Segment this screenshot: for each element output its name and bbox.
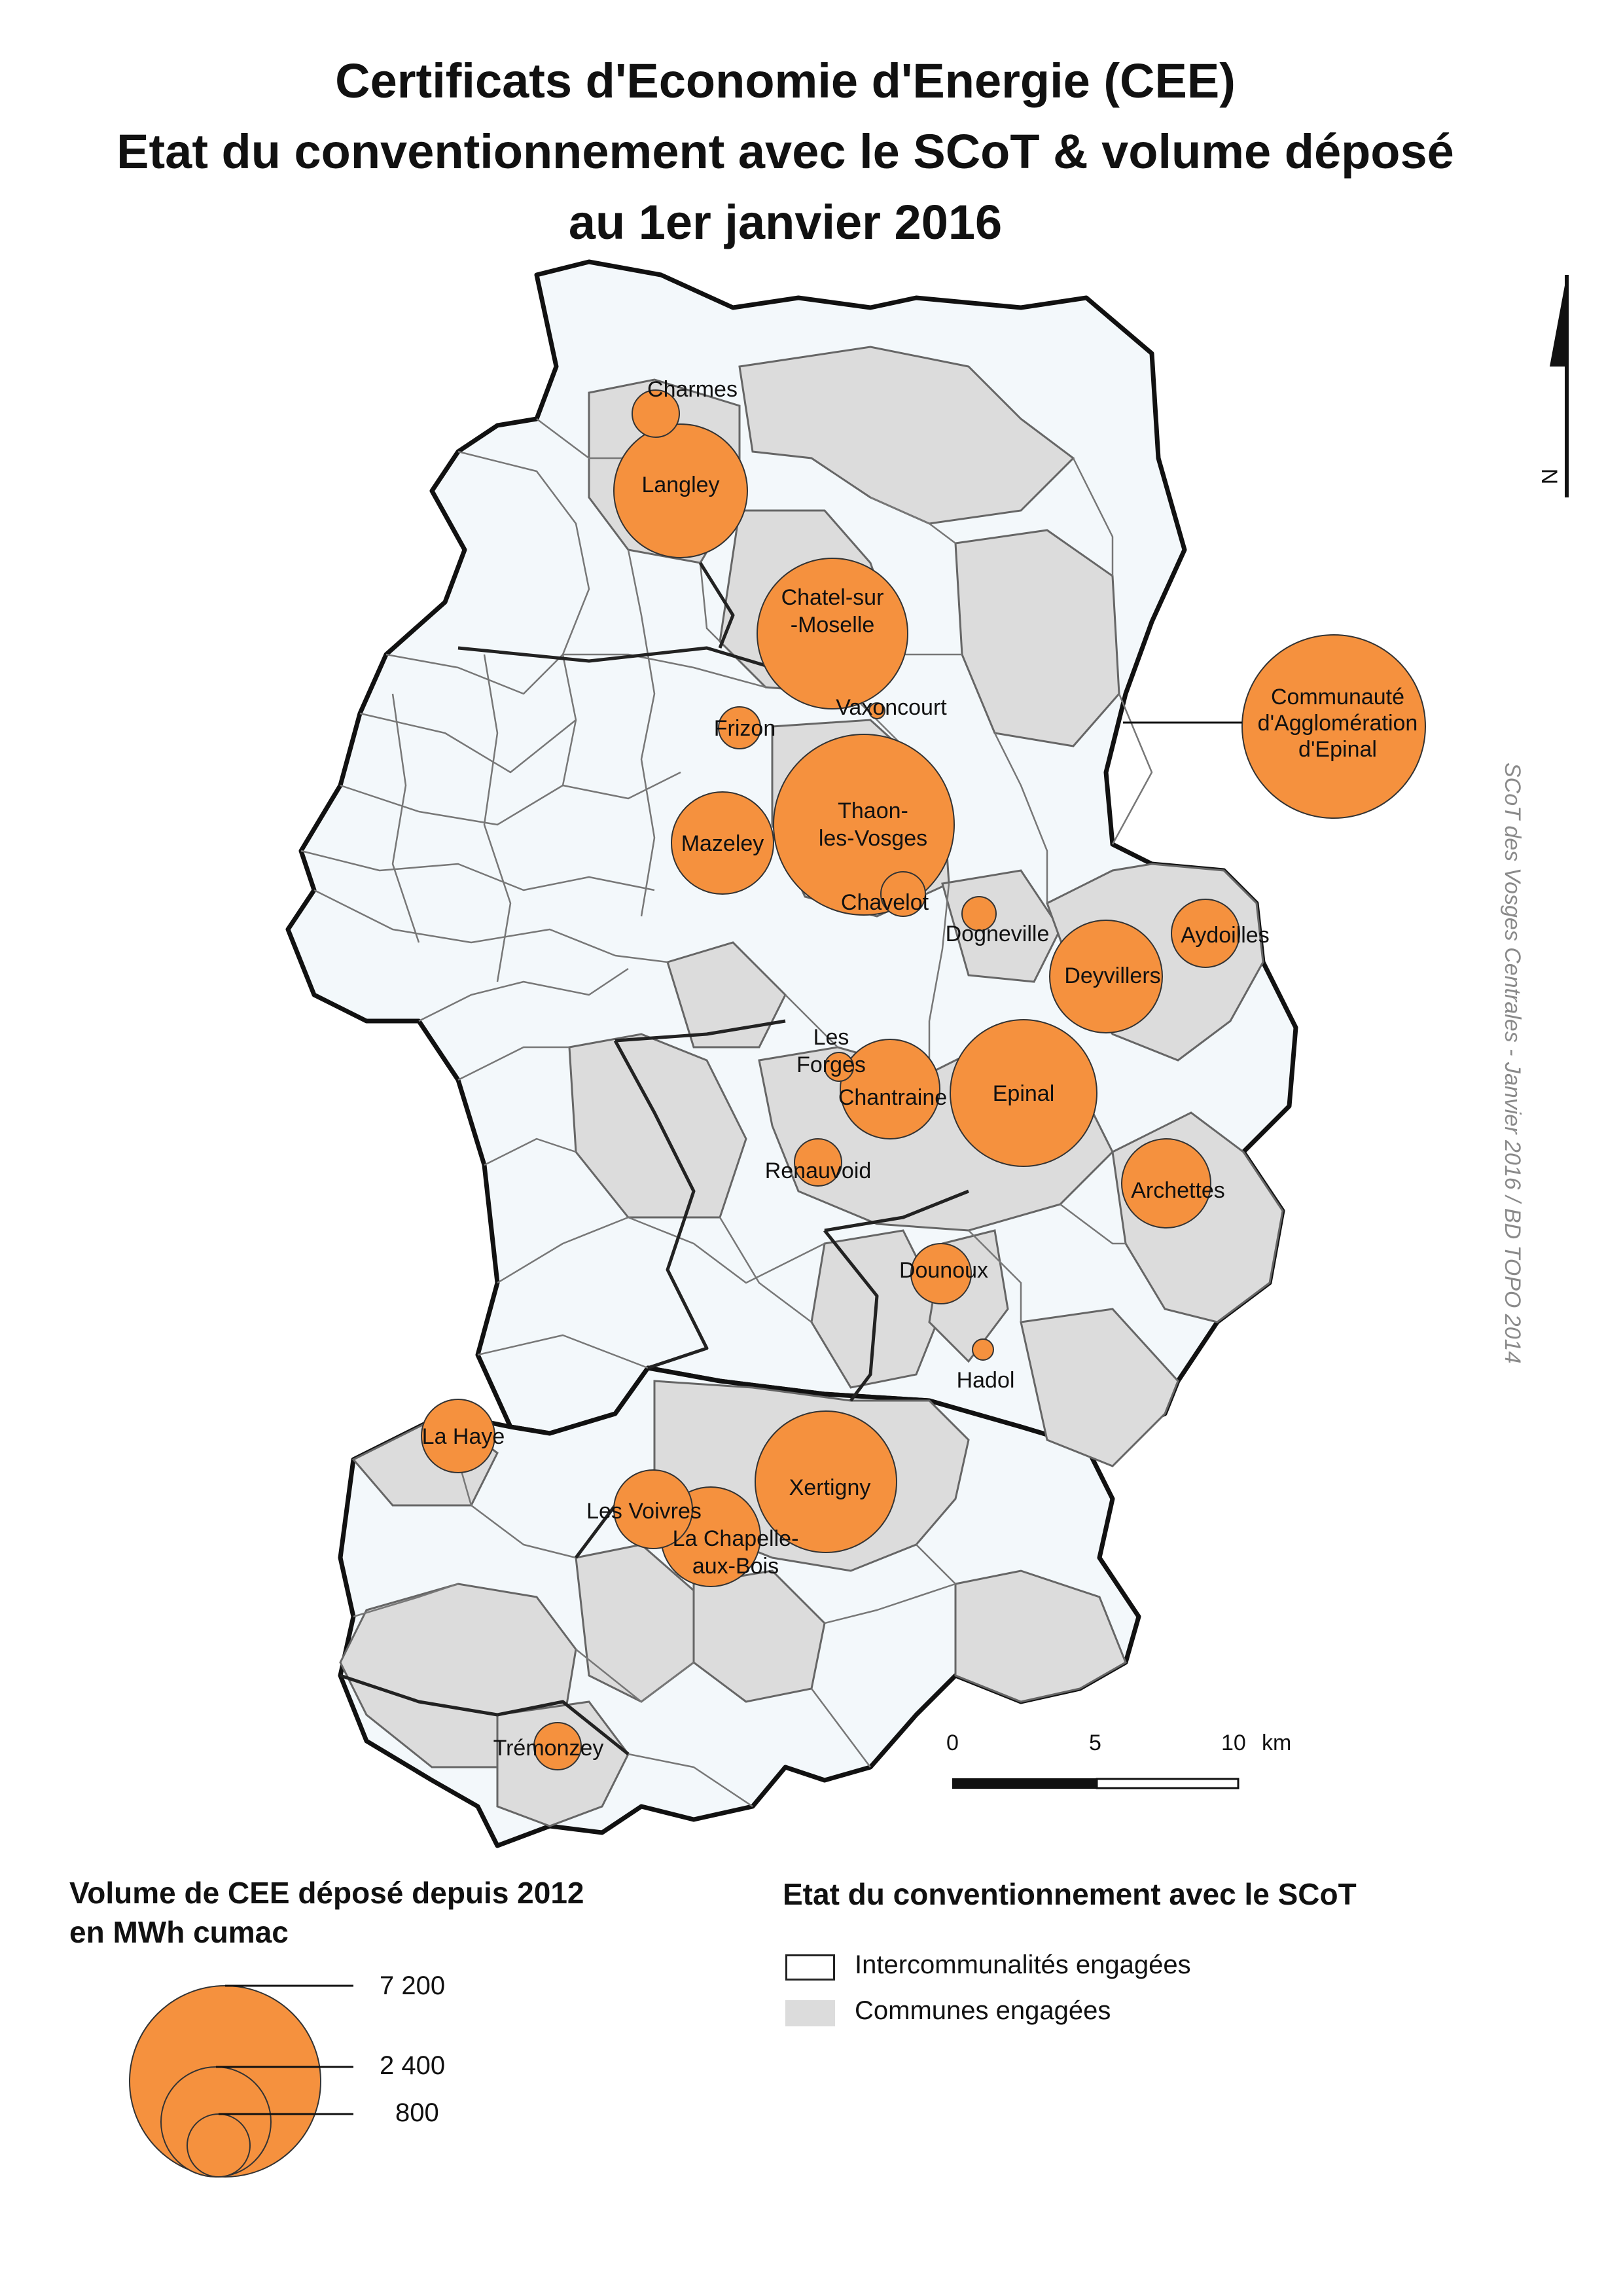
legend-volume-title-line1: Volume de CEE déposé depuis 2012 — [69, 1876, 584, 1910]
label-epinal: Epinal — [992, 1081, 1055, 1106]
circle-hadol — [972, 1339, 993, 1360]
title-line-3: au 1er janvier 2016 — [568, 195, 1003, 249]
label-la-chapelle-aux-bois: La Chapelle-aux-Bois — [672, 1526, 799, 1579]
scale-tick-10: 10 — [1221, 1731, 1246, 1755]
label-hadol: Hadol — [956, 1368, 1015, 1393]
legend-status-title: Etat du conventionnement avec le SCoT — [783, 1877, 1357, 1911]
label-thaon-les-vosges: Thaon-les-Vosges — [818, 798, 928, 851]
legend-swatch-communes — [785, 2000, 835, 2026]
legend-value-800: 800 — [395, 2098, 439, 2127]
legend-volume-circles — [130, 1986, 353, 2177]
label-la-haye: La Haye — [421, 1424, 505, 1449]
label-archettes: Archettes — [1131, 1178, 1225, 1203]
circle-thaon-les-vosges — [774, 734, 954, 915]
label-tremonzey: Trémonzey — [493, 1736, 604, 1761]
label-langley: Langley — [641, 473, 720, 497]
label-communaute-agglomeration-epinal: Communauté d'Agglomération d'Epinal — [1257, 685, 1418, 762]
label-chatel-sur-moselle: Chatel-sur -Moselle — [781, 585, 884, 637]
label-chantraine: Chantraine — [838, 1085, 948, 1110]
label-dogneville: Dogneville — [945, 922, 1050, 946]
title-line-1: Certificats d'Economie d'Energie (CEE) — [335, 54, 1236, 108]
north-arrow — [1537, 275, 1567, 497]
legend-volume-title — [69, 1873, 724, 1952]
legend-label-intercommunalites: Intercommunalités engagées — [855, 1950, 1191, 1979]
title-line-2: Etat du conventionnement avec le SCoT & volume déposé — [116, 124, 1454, 179]
label-les-voivres: Les Voivres — [586, 1499, 702, 1524]
legend-value-7200: 7 200 — [380, 1971, 446, 2000]
label-chavelot: Chavelot — [840, 890, 929, 915]
label-mazeley: Mazeley — [681, 831, 764, 856]
label-aydoilles: Aydoilles — [1181, 923, 1270, 948]
label-charmes: Charmes — [647, 377, 738, 402]
legend-swatch-intercommunalites — [785, 1954, 835, 1981]
legend-label-communes: Communes engagées — [855, 1996, 1111, 2025]
scale-bar — [953, 1779, 1238, 1788]
north-label: N — [1537, 468, 1561, 485]
legend-value-2400: 2 400 — [380, 2051, 446, 2080]
scale-tick-5: 5 — [1089, 1731, 1101, 1755]
label-dounoux: Dounoux — [899, 1258, 989, 1283]
label-frizon: Frizon — [713, 716, 776, 741]
label-les-forges: Les Forges — [796, 1025, 866, 1077]
credit-source: SCoT des Vosges Centrales - Janvier 2016 / BD TOPO 2014 — [1500, 762, 1525, 1364]
label-vaxoncourt: Vaxoncourt — [836, 695, 947, 720]
scale-tick-0: 0 — [946, 1731, 959, 1755]
legend-volume-title-line2: en MWh cumac — [69, 1915, 289, 1949]
label-xertigny: Xertigny — [789, 1475, 871, 1500]
scale-unit: km — [1262, 1731, 1292, 1755]
legend-circle-small — [187, 2114, 250, 2177]
label-renauvoid: Renauvoid — [764, 1158, 872, 1183]
label-deyvillers: Deyvillers — [1064, 963, 1161, 988]
